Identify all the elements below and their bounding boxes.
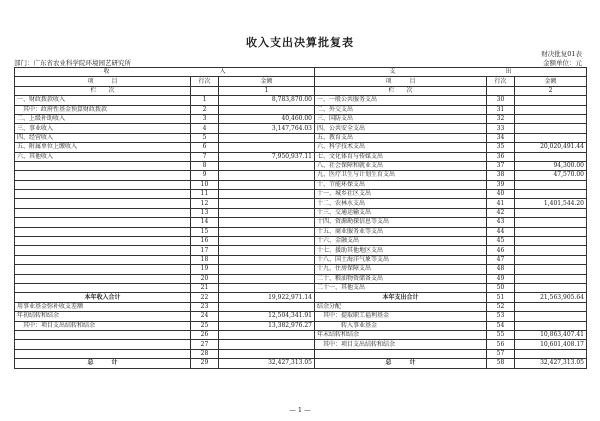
expense-item-cell: 十六、金融支出 xyxy=(315,237,487,246)
expense-row-cell: 33 xyxy=(487,124,515,133)
table-row xyxy=(15,283,587,292)
header-row-columns xyxy=(15,77,587,86)
expense-item-cell: 十二、农林水支出 xyxy=(315,199,487,208)
expense-item-cell: 本年支出合计 xyxy=(315,293,487,302)
expense-row-header: 行次 xyxy=(487,77,515,86)
income-item-cell: 五、附属单位上缴收入 xyxy=(15,143,191,152)
income-item-cell: 三、事业收入 xyxy=(15,124,191,133)
table-row xyxy=(15,152,587,161)
income-row-cell: 12 xyxy=(191,199,219,208)
expense-item-cell: 六、科学技术支出 xyxy=(315,143,487,152)
expense-item-cell: 年末结转和结余 xyxy=(315,330,487,339)
expense-row-cell: 54 xyxy=(487,321,515,330)
table-row xyxy=(15,255,587,264)
table-row xyxy=(15,321,587,330)
expense-amount-cell xyxy=(515,152,587,161)
income-row-cell: 16 xyxy=(191,237,219,246)
expense-row-cell: 46 xyxy=(487,246,515,255)
expense-item-cell: 九、医疗卫生与计划生育支出 xyxy=(315,171,487,180)
income-row-cell: 15 xyxy=(191,227,219,236)
expense-amount-cell: 10,601,408.17 xyxy=(515,340,587,349)
expense-amount-cell: 47,570.00 xyxy=(515,171,587,180)
table-row xyxy=(15,227,587,236)
expense-item-cell: 其中：提取职工福利基金 xyxy=(315,312,487,321)
expense-item-cell xyxy=(315,349,487,358)
income-amount-header: 金额 xyxy=(219,77,315,86)
income-item-cell xyxy=(15,227,191,236)
income-amount-cell: 12,504,341.91 xyxy=(219,312,315,321)
income-row-cell: 29 xyxy=(191,359,219,368)
table-row xyxy=(15,349,587,358)
income-row-cell: 6 xyxy=(191,143,219,152)
form-number xyxy=(541,50,582,68)
table-row xyxy=(15,265,587,274)
income-row-cell: 24 xyxy=(191,312,219,321)
expense-item-header: 项 目 xyxy=(315,77,487,86)
income-row-cell: 19 xyxy=(191,265,219,274)
expense-amount-cell xyxy=(515,190,587,199)
income-row-cell: 18 xyxy=(191,255,219,264)
expense-item-cell: 三、国防支出 xyxy=(315,114,487,123)
income-item-cell: 本年收入合计 xyxy=(15,293,191,302)
expense-amount-cell: 10,863,407.41 xyxy=(515,330,587,339)
expense-item-cell: 十九、住房保障支出 xyxy=(315,265,487,274)
income-col-number: 1 xyxy=(219,86,315,95)
expense-amount-cell xyxy=(515,349,587,358)
income-amount-cell: 13,382,976.27 xyxy=(219,321,315,330)
expense-item-cell: 五、教育支出 xyxy=(315,133,487,142)
expense-row-cell: 31 xyxy=(487,105,515,114)
income-amount-cell xyxy=(219,105,315,114)
expense-row-cell: 57 xyxy=(487,349,515,358)
document-title: 收入支出决算批复表 xyxy=(246,36,354,49)
expense-amount-cell: 32,427,313.05 xyxy=(515,359,587,368)
expense-row-cell: 30 xyxy=(487,96,515,105)
table-row xyxy=(15,312,587,321)
table-row xyxy=(15,96,587,105)
table-body xyxy=(15,96,587,368)
income-item-cell: 一、财政拨款收入 xyxy=(15,96,191,105)
income-amount-cell xyxy=(219,330,315,339)
header-row-numbering xyxy=(15,86,587,95)
income-item-cell xyxy=(15,218,191,227)
currency-unit: 金额单位：元 xyxy=(543,59,582,67)
income-row-cell: 9 xyxy=(191,171,219,180)
income-amount-cell xyxy=(219,208,315,217)
budget-table xyxy=(14,67,587,369)
expense-amount-cell: 94,300.00 xyxy=(515,161,587,170)
income-amount-cell xyxy=(219,340,315,349)
expense-amount-cell xyxy=(515,321,587,330)
table-row xyxy=(15,340,587,349)
income-row-cell: 10 xyxy=(191,180,219,189)
expense-row-cell: 58 xyxy=(487,359,515,368)
income-row-cell: 23 xyxy=(191,302,219,311)
expense-amount-cell xyxy=(515,302,587,311)
expense-amount-cell xyxy=(515,246,587,255)
expense-row-cell: 36 xyxy=(487,152,515,161)
expense-row-cell: 48 xyxy=(487,265,515,274)
expense-amount-cell xyxy=(515,96,587,105)
expense-item-cell: 总 计 xyxy=(315,359,487,368)
income-amount-cell xyxy=(219,218,315,227)
income-item-cell xyxy=(15,190,191,199)
expense-row-cell: 44 xyxy=(487,227,515,236)
expense-amount-cell xyxy=(515,180,587,189)
table-row xyxy=(15,180,587,189)
table-row xyxy=(15,293,587,302)
income-amount-cell xyxy=(219,171,315,180)
income-item-cell xyxy=(15,330,191,339)
expense-item-cell: 二、外交支出 xyxy=(315,105,487,114)
income-amount-cell xyxy=(219,283,315,292)
income-item-cell xyxy=(15,349,191,358)
expense-row-cell: 49 xyxy=(487,274,515,283)
income-section-header: 收 入 xyxy=(15,68,315,77)
expense-col-number: 2 xyxy=(515,86,587,95)
income-amount-cell: 3,147,764.03 xyxy=(219,124,315,133)
income-item-cell xyxy=(15,340,191,349)
income-amount-cell xyxy=(219,180,315,189)
income-item-cell: 其中：项目支出结转和结余 xyxy=(15,321,191,330)
income-row-cell: 14 xyxy=(191,218,219,227)
income-item-cell: 六、其他收入 xyxy=(15,152,191,161)
income-item-cell: 四、经营收入 xyxy=(15,133,191,142)
income-amount-cell xyxy=(219,302,315,311)
form-no-text: 财决批复01表 xyxy=(541,50,582,58)
expense-row-cell: 56 xyxy=(487,340,515,349)
income-item-cell xyxy=(15,255,191,264)
expense-item-cell: 十四、资源勘探信息等支出 xyxy=(315,218,487,227)
expense-amount-cell xyxy=(515,218,587,227)
table-row xyxy=(15,133,587,142)
expense-col-label: 栏 次 xyxy=(315,86,487,95)
expense-amount-cell xyxy=(515,133,587,142)
expense-amount-cell xyxy=(515,283,587,292)
income-row-header: 行次 xyxy=(191,77,219,86)
expense-item-cell: 四、公共安全支出 xyxy=(315,124,487,133)
expense-item-cell: 十五、商业服务业等支出 xyxy=(315,227,487,236)
expense-row-cell: 43 xyxy=(487,218,515,227)
income-amount-cell xyxy=(219,265,315,274)
table-row xyxy=(15,246,587,255)
expense-amount-cell xyxy=(515,274,587,283)
income-item-cell xyxy=(15,274,191,283)
income-amount-cell: 8,783,870.00 xyxy=(219,96,315,105)
table-row xyxy=(15,208,587,217)
expense-item-cell: 转入事业基金 xyxy=(315,321,487,330)
expense-item-cell: 十七、援助其他地区支出 xyxy=(315,246,487,255)
expense-row-cell: 37 xyxy=(487,161,515,170)
income-col-row xyxy=(191,86,219,95)
expense-amount-cell xyxy=(515,312,587,321)
table-row xyxy=(15,105,587,114)
expense-amount-cell xyxy=(515,237,587,246)
table-row xyxy=(15,190,587,199)
expense-row-cell: 42 xyxy=(487,208,515,217)
expense-row-cell: 53 xyxy=(487,312,515,321)
expense-row-cell: 40 xyxy=(487,190,515,199)
expense-item-cell: 八、社会保障和就业支出 xyxy=(315,161,487,170)
expense-amount-cell: 1,401,544.20 xyxy=(515,199,587,208)
table-row xyxy=(15,124,587,133)
income-row-cell: 28 xyxy=(191,349,219,358)
income-item-cell xyxy=(15,246,191,255)
expense-row-cell: 34 xyxy=(487,133,515,142)
expense-item-cell: 结余分配 xyxy=(315,302,487,311)
table-row xyxy=(15,302,587,311)
expense-section-header: 支 出 xyxy=(315,68,587,77)
expense-amount-header: 金额 xyxy=(515,77,587,86)
income-amount-cell: 32,427,313.05 xyxy=(219,359,315,368)
table-row xyxy=(15,199,587,208)
expense-row-cell: 52 xyxy=(487,302,515,311)
expense-item-cell: 十一、城乡社区支出 xyxy=(315,190,487,199)
income-item-cell: 二、上级补助收入 xyxy=(15,114,191,123)
expense-amount-cell: 21,563,905.64 xyxy=(515,293,587,302)
expense-amount-cell xyxy=(515,208,587,217)
income-item-cell xyxy=(15,199,191,208)
income-row-cell: 25 xyxy=(191,321,219,330)
income-row-cell: 26 xyxy=(191,330,219,339)
table-row xyxy=(15,114,587,123)
table-row xyxy=(15,359,587,368)
income-amount-cell xyxy=(219,255,315,264)
expense-item-cell: 十三、交通运输支出 xyxy=(315,208,487,217)
income-amount-cell xyxy=(219,274,315,283)
table-row xyxy=(15,143,587,152)
expense-item-cell: 十八、国土海洋气象等支出 xyxy=(315,255,487,264)
table-row xyxy=(15,218,587,227)
expense-row-cell: 55 xyxy=(487,330,515,339)
income-row-cell: 21 xyxy=(191,283,219,292)
expense-item-cell: 其中：项目支出结转和结余 xyxy=(315,340,487,349)
income-item-cell xyxy=(15,180,191,189)
expense-row-cell: 47 xyxy=(487,255,515,264)
expense-row-cell: 38 xyxy=(487,171,515,180)
income-row-cell: 20 xyxy=(191,274,219,283)
expense-amount-cell xyxy=(515,114,587,123)
expense-amount-cell xyxy=(515,265,587,274)
income-amount-cell xyxy=(219,143,315,152)
income-amount-cell xyxy=(219,190,315,199)
income-col-label: 栏 次 xyxy=(15,86,191,95)
table-row xyxy=(15,330,587,339)
income-item-cell xyxy=(15,237,191,246)
department-label: 部门：广东省农业科学院环境园艺研究所 xyxy=(14,59,131,67)
expense-row-cell: 50 xyxy=(487,283,515,292)
expense-row-cell: 39 xyxy=(487,180,515,189)
expense-amount-cell xyxy=(515,105,587,114)
expense-row-cell: 41 xyxy=(487,199,515,208)
table-row xyxy=(15,161,587,170)
expense-item-cell: 十、节能环保支出 xyxy=(315,180,487,189)
income-row-cell: 3 xyxy=(191,114,219,123)
income-row-cell: 11 xyxy=(191,190,219,199)
income-item-cell: 总 计 xyxy=(15,359,191,368)
income-row-cell: 17 xyxy=(191,246,219,255)
income-item-cell: 其中：政府性基金预算财政拨款 xyxy=(15,105,191,114)
income-item-cell xyxy=(15,208,191,217)
expense-col-row xyxy=(487,86,515,95)
income-item-header: 项 目 xyxy=(15,77,191,86)
income-item-cell xyxy=(15,161,191,170)
expense-row-cell: 35 xyxy=(487,143,515,152)
income-amount-cell xyxy=(219,161,315,170)
table-row xyxy=(15,274,587,283)
expense-amount-cell: 20,020,491.44 xyxy=(515,143,587,152)
income-row-cell: 4 xyxy=(191,124,219,133)
header-row-section xyxy=(15,68,587,77)
income-item-cell: 用事业基金弥补收支差额 xyxy=(15,302,191,311)
income-item-cell xyxy=(15,265,191,274)
expense-amount-cell xyxy=(515,227,587,236)
expense-item-cell: 一、一般公共服务支出 xyxy=(315,96,487,105)
expense-amount-cell xyxy=(515,255,587,264)
expense-item-cell: 二十一、其他支出 xyxy=(315,283,487,292)
income-amount-cell xyxy=(219,133,315,142)
expense-row-cell: 32 xyxy=(487,114,515,123)
table-row xyxy=(15,237,587,246)
income-amount-cell: 40,460.00 xyxy=(219,114,315,123)
income-item-cell: 年初结转和结余 xyxy=(15,312,191,321)
income-row-cell: 27 xyxy=(191,340,219,349)
income-row-cell: 5 xyxy=(191,133,219,142)
expense-item-cell: 七、文化体育与传媒支出 xyxy=(315,152,487,161)
income-row-cell: 22 xyxy=(191,293,219,302)
page-number: — 1 — xyxy=(289,406,311,414)
income-amount-cell xyxy=(219,227,315,236)
income-amount-cell: 19,922,971.14 xyxy=(219,293,315,302)
income-amount-cell xyxy=(219,237,315,246)
income-amount-cell xyxy=(219,349,315,358)
income-row-cell: 2 xyxy=(191,105,219,114)
expense-item-cell: 二十、粮油物资储备支出 xyxy=(315,274,487,283)
income-amount-cell: 7,950,937.11 xyxy=(219,152,315,161)
table-row xyxy=(15,171,587,180)
income-amount-cell xyxy=(219,199,315,208)
income-item-cell xyxy=(15,283,191,292)
expense-amount-cell xyxy=(515,124,587,133)
income-item-cell xyxy=(15,171,191,180)
income-row-cell: 13 xyxy=(191,208,219,217)
expense-row-cell: 45 xyxy=(487,237,515,246)
income-row-cell: 8 xyxy=(191,161,219,170)
expense-row-cell: 51 xyxy=(487,293,515,302)
income-amount-cell xyxy=(219,246,315,255)
income-row-cell: 1 xyxy=(191,96,219,105)
income-row-cell: 7 xyxy=(191,152,219,161)
